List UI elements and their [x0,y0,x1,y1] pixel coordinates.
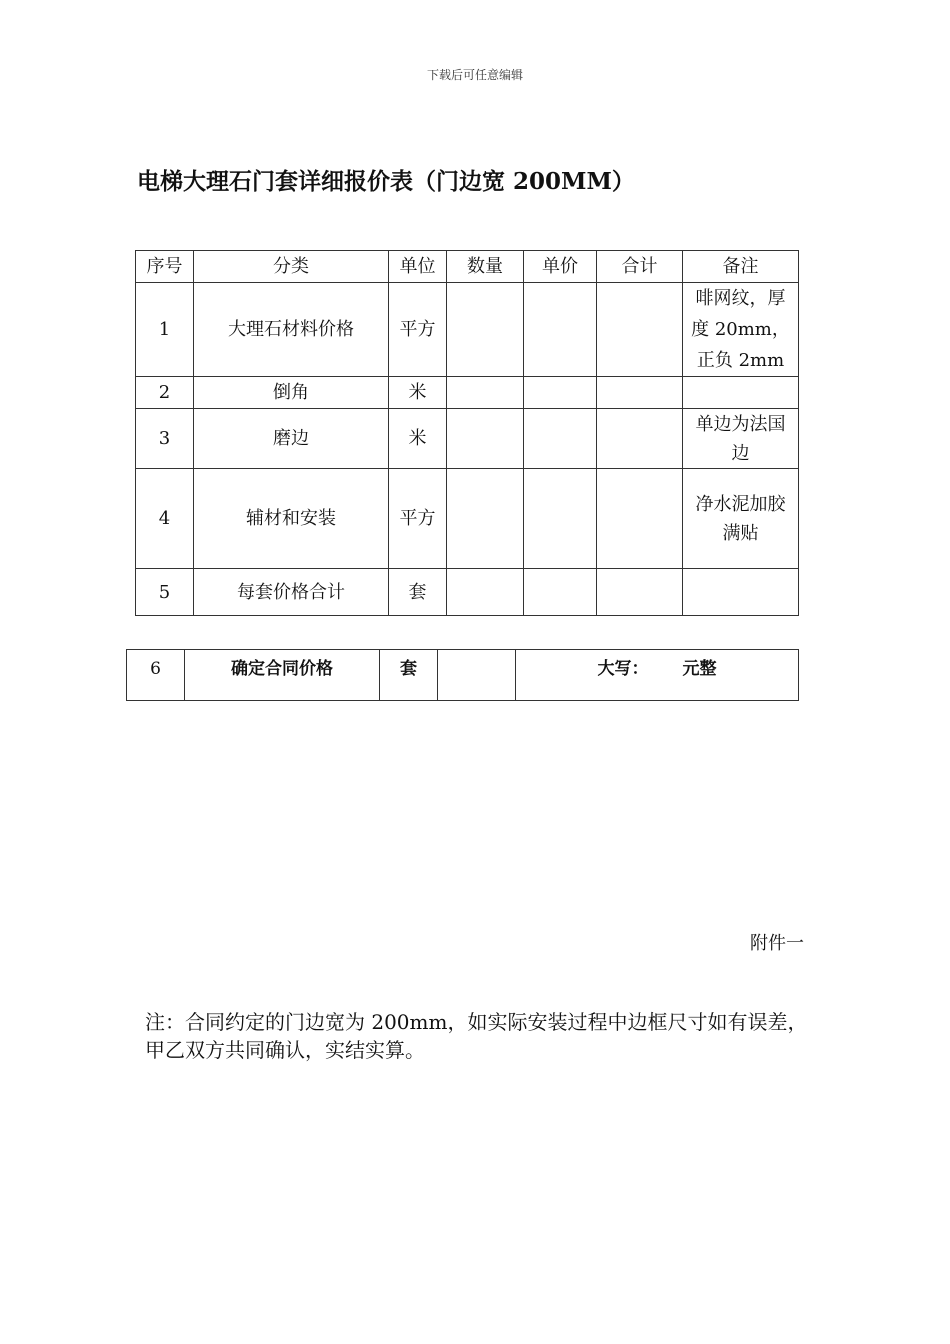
cell-qty [447,409,524,469]
column-header-total: 合计 [597,251,683,283]
amount-in-words-cell [516,650,799,701]
cell-remark: 净水泥加胶满贴 [683,469,799,569]
yuan-zheng-label: 元整 [682,659,717,679]
cell-total [597,283,683,377]
column-header-qty: 数量 [447,251,524,283]
cell-qty [447,283,524,377]
table-row [136,377,799,409]
table-row [136,283,799,377]
cell-category: 磨边 [194,409,389,469]
attachment-label: 附件一 [750,933,804,954]
cell-unit: 套 [380,650,438,701]
cell-seq: 1 [136,283,194,377]
contract-price-table [126,649,799,701]
cell-remark: 啡网纹，厚度 20mm，正负 2mm [683,283,799,377]
cell-qty [447,569,524,616]
cell-remark: 单边为法国边 [683,409,799,469]
cell-qty [447,377,524,409]
column-header-seq: 序号 [136,251,194,283]
cell-category: 大理石材料价格 [194,283,389,377]
cell-total [597,569,683,616]
cell-category: 每套价格合计 [194,569,389,616]
document-title: 电梯大理石门套详细报价表（门边宽 200MM） [137,168,635,195]
table-row [136,469,799,569]
cell-seq: 6 [127,650,185,701]
page-header: 下载后可任意编辑 [426,68,523,82]
cell-remark [683,377,799,409]
cell-qty [438,650,516,701]
cell-total [597,377,683,409]
amount-in-words-label: 大写： [597,659,649,679]
contract-note: 注：合同约定的门边宽为 200mm，如实际安装过程中边框尺寸如有误差，甲乙双方共同确认，实结实算。 [145,1010,808,1062]
column-header-price: 单价 [524,251,597,283]
cell-remark [683,569,799,616]
cell-price [524,283,597,377]
cell-seq: 4 [136,469,194,569]
cell-qty [447,469,524,569]
cell-unit: 米 [389,377,447,409]
table-header-row [136,251,799,283]
cell-seq: 5 [136,569,194,616]
cell-category: 倒角 [194,377,389,409]
cell-unit: 米 [389,409,447,469]
cell-unit: 平方 [389,283,447,377]
cell-total [597,469,683,569]
cell-unit: 套 [389,569,447,616]
table-row [136,569,799,616]
column-header-unit: 单位 [389,251,447,283]
column-header-remark: 备注 [683,251,799,283]
quote-table [135,250,799,616]
cell-total [597,409,683,469]
cell-price [524,469,597,569]
column-header-category: 分类 [194,251,389,283]
table-row [136,409,799,469]
cell-unit: 平方 [389,469,447,569]
cell-category: 辅材和安装 [194,469,389,569]
cell-seq: 3 [136,409,194,469]
cell-price [524,377,597,409]
cell-price [524,569,597,616]
contract-price-label: 确定合同价格 [185,650,380,701]
cell-price [524,409,597,469]
contract-price-row [127,650,799,701]
cell-seq: 2 [136,377,194,409]
